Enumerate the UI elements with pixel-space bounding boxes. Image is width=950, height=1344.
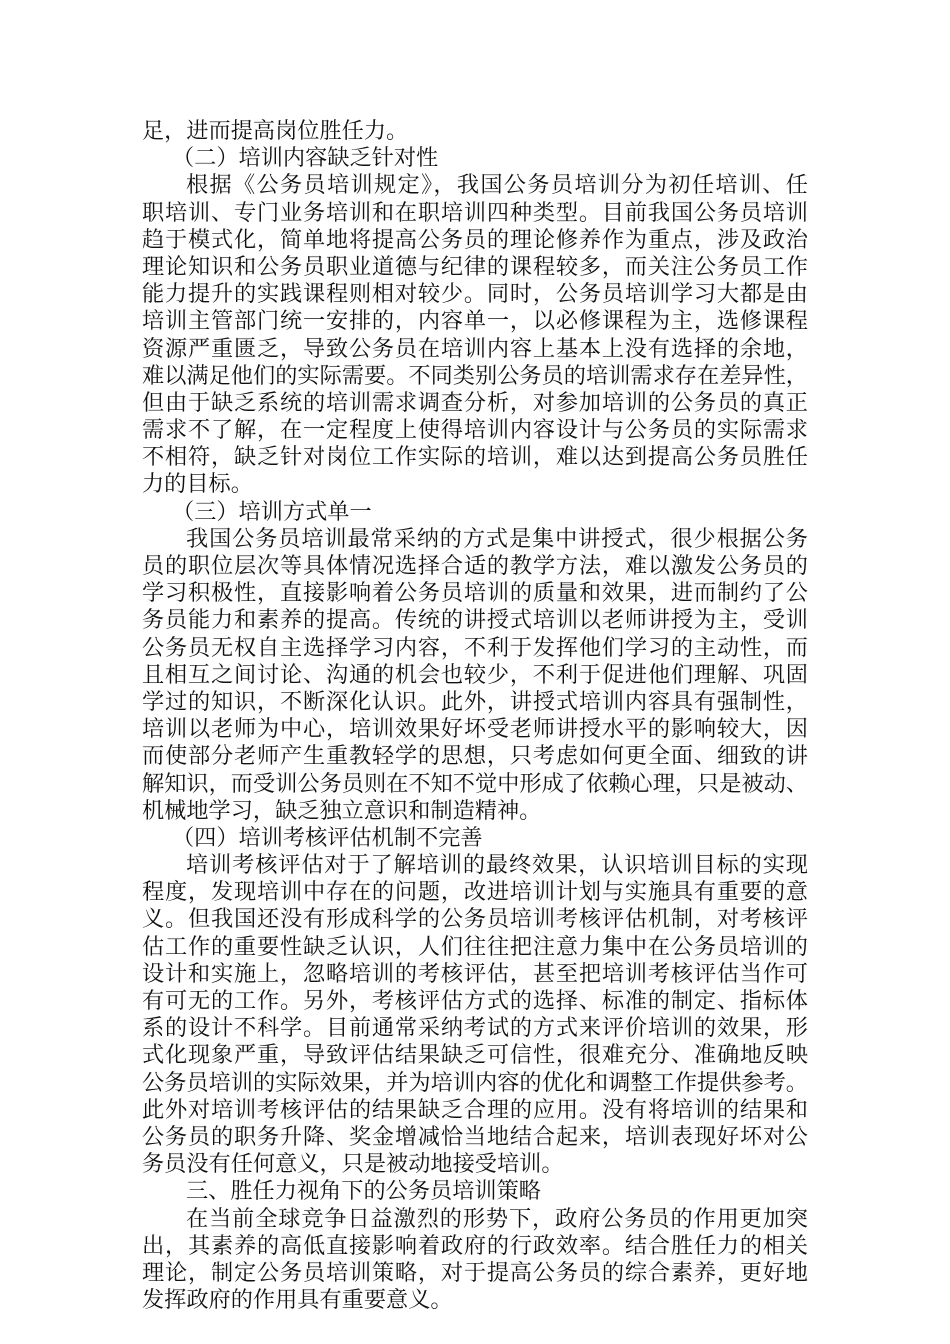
text-line: 培训主管部门统一安排的，内容单一，以必修课程为主，选修课程	[142, 308, 808, 335]
text-line: 培训以老师为中心，培训效果好坏受老师讲授水平的影响较大，因	[142, 716, 808, 743]
text-line: 趋于模式化，简单地将提高公务员的理论修养作为重点，涉及政治	[142, 226, 808, 253]
text-line: 学过的知识，不断深化认识。此外，讲授式培训内容具有强制性，	[142, 688, 808, 715]
document-body	[142, 118, 808, 1314]
text-line: 式化现象严重，导致评估结果缺乏可信性，很难充分、准确地反映	[142, 1042, 808, 1069]
text-line: （三）培训方式单一	[172, 498, 372, 525]
text-line: 三、胜任力视角下的公务员培训策略	[186, 1178, 541, 1205]
text-line: 出，其素养的高低直接影响着政府的行政效率。结合胜任力的相关	[142, 1232, 808, 1259]
text-line: 但由于缺乏系统的培训需求调查分析，对参加培训的公务员的真正	[142, 389, 808, 416]
text-line: 我国公务员培训最常采纳的方式是集中讲授式，很少根据公务	[186, 525, 808, 552]
text-line: 难以满足他们的实际需要。不同类别公务员的培训需求存在差异性，	[142, 362, 808, 389]
text-line: 根据《公务员培训规定》，我国公务员培训分为初任培训、任	[186, 172, 808, 199]
text-line: 资源严重匮乏，导致公务员在培训内容上基本上没有选择的余地，	[142, 335, 808, 362]
text-line: 公务员的职务升降、奖金增减恰当地结合起来，培训表现好坏对公	[142, 1123, 808, 1150]
text-line: 足，进而提高岗位胜任力。	[142, 118, 409, 144]
text-line: 学习积极性，直接影响着公务员培训的质量和效果，进而制约了公	[142, 580, 808, 607]
text-line: 力的目标。	[142, 471, 253, 498]
text-line: 员的职位层次等具体情况选择合适的教学方法，难以激发公务员的	[142, 553, 808, 579]
text-line: 需求不了解，在一定程度上使得培训内容设计与公务员的实际需求	[142, 417, 808, 444]
text-line: 公务员培训的实际效果，并为培训内容的优化和调整工作提供参考。	[142, 1069, 808, 1096]
text-line: 务员没有任何意义，只是被动地接受培训。	[142, 1151, 564, 1178]
text-line: 机械地学习，缺乏独立意识和制造精神。	[142, 797, 542, 824]
text-line: 理论知识和公务员职业道德与纪律的课程较多，而关注公务员工作	[142, 253, 808, 280]
text-line: （四）培训考核评估机制不完善	[172, 824, 483, 851]
text-line: 且相互之间讨论、沟通的机会也较少，不利于促进他们理解、巩固	[142, 661, 808, 688]
text-line: 培训考核评估对于了解培训的最终效果，认识培训目标的实现	[186, 852, 808, 879]
text-line: 在当前全球竞争日益激烈的形势下，政府公务员的作用更加突	[186, 1205, 808, 1232]
text-line: 而使部分老师产生重教轻学的思想，只考虑如何更全面、细致的讲	[142, 743, 808, 770]
text-line: 程度，发现培训中存在的问题，改进培训计划与实施具有重要的意	[142, 879, 808, 906]
text-line: 能力提升的实践课程则相对较少。同时，公务员培训学习大都是由	[142, 281, 808, 308]
text-line: 系的设计不科学。目前通常采纳考试的方式来评价培训的效果，形	[142, 1015, 808, 1042]
text-line: 务员能力和素养的提高。传统的讲授式培训以老师讲授为主，受训	[142, 607, 808, 634]
text-line: 义。但我国还没有形成科学的公务员培训考核评估机制，对考核评	[142, 906, 808, 933]
text-line: 估工作的重要性缺乏认识，人们往往把注意力集中在公务员培训的	[142, 933, 808, 960]
text-line: 此外对培训考核评估的结果缺乏合理的应用。没有将培训的结果和	[142, 1096, 808, 1123]
text-line: 解知识，而受训公务员则在不知不觉中形成了依赖心理，只是被动、	[142, 770, 808, 797]
text-line: 设计和实施上，忽略培训的考核评估，甚至把培训考核评估当作可	[142, 960, 808, 987]
text-line: 职培训、专门业务培训和在职培训四种类型。目前我国公务员培训	[142, 199, 808, 226]
text-line: （二）培训内容缺乏针对性	[172, 145, 439, 172]
text-line: 不相符，缺乏针对岗位工作实际的培训，难以达到提高公务员胜任	[142, 444, 808, 471]
text-line: 理论，制定公务员培训策略，对于提高公务员的综合素养，更好地	[142, 1259, 808, 1286]
text-line: 公务员无权自主选择学习内容，不利于发挥他们学习的主动性，而	[142, 634, 808, 661]
text-line: 发挥政府的作用具有重要意义。	[142, 1287, 453, 1314]
text-line: 有可无的工作。另外，考核评估方式的选择、标准的制定、指标体	[142, 988, 808, 1014]
